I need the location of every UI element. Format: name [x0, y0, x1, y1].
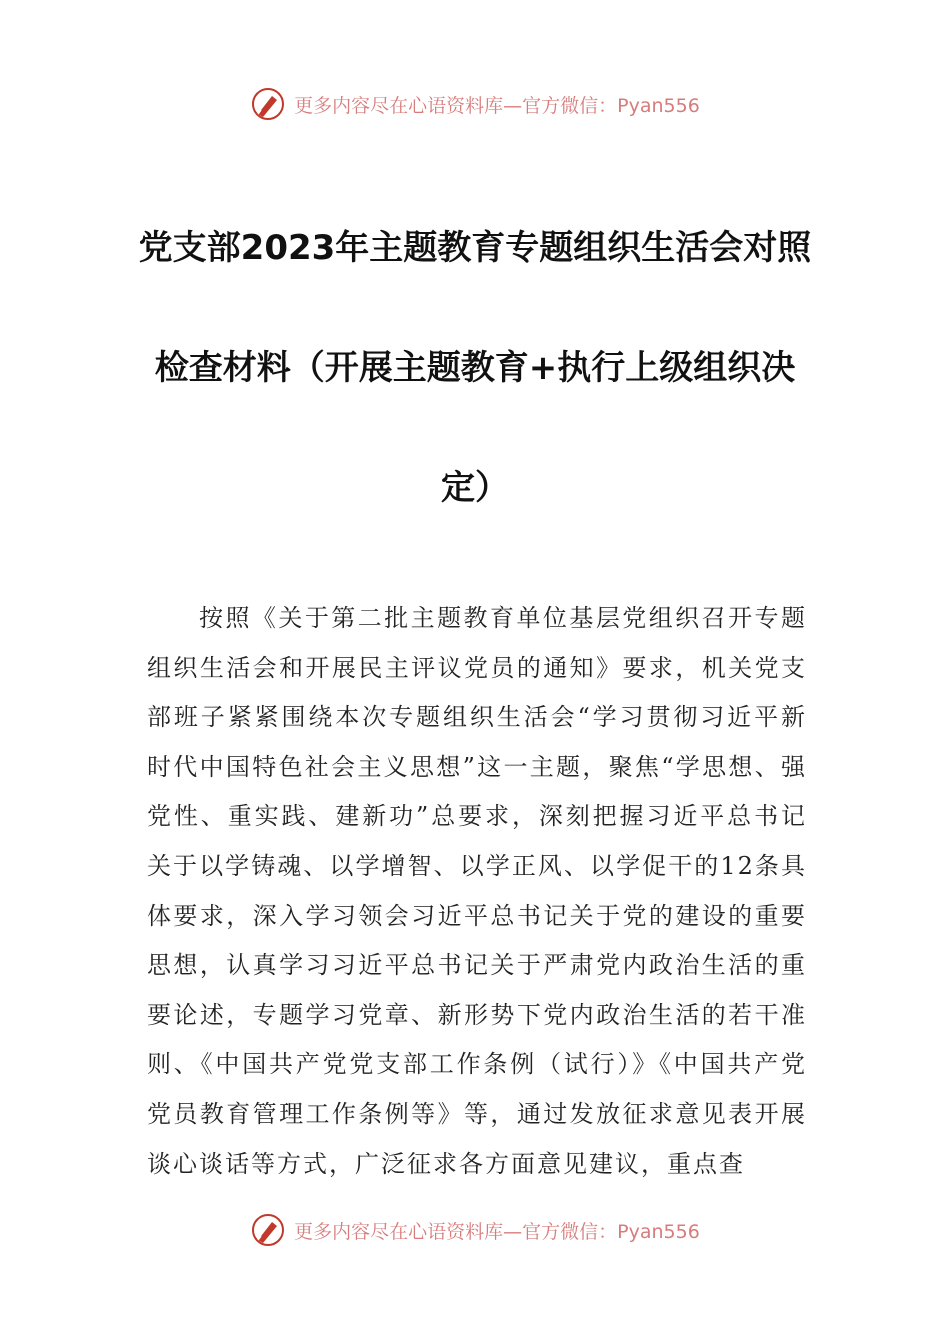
pen-nib-logo-icon	[250, 1212, 286, 1248]
header-watermark-banner	[0, 82, 950, 126]
footer-watermark-banner	[0, 1208, 950, 1252]
header-watermark-text: 更多内容尽在心语资料库—官方微信：Pyan556	[294, 94, 700, 117]
document-title: 党支部2023年主题教育专题组织生活会对照检查材料（开展主题教育+执行上级组织决定）	[138, 228, 812, 508]
footer-watermark-text: 更多内容尽在心语资料库—官方微信：Pyan556	[294, 1220, 700, 1243]
pen-nib-logo-icon	[250, 86, 286, 122]
body-paragraph: 按照《关于第二批主题教育单位基层党组织召开专题组织生活会和开展民主评议党员的通知》要求，机关党支部班子紧紧围绕本次专题组织生活会“学习贯彻习近平新时代中国特色社会主义思想”这一主题，聚焦“学思想、强党性、重实践、建新功”总要求，深刻把握习近平总书记关于以学铸魂、以学增智、以学正风、以学促干的12条具体要求，深入学习领会习近平总书记关于党的建设的重要思想，认真学习习近平总书记关于严肃党内政治生活的重要论述，专题学习党章、新形势下党内政治生活的若干准则、《中国共产党党支部工作条例（试行）》《中国共产党党员教育管理工作条例等》等，通过发放征求意见表开展谈心谈话等方式，广泛征求各方面意见建议，重点查	[147, 604, 807, 1178]
